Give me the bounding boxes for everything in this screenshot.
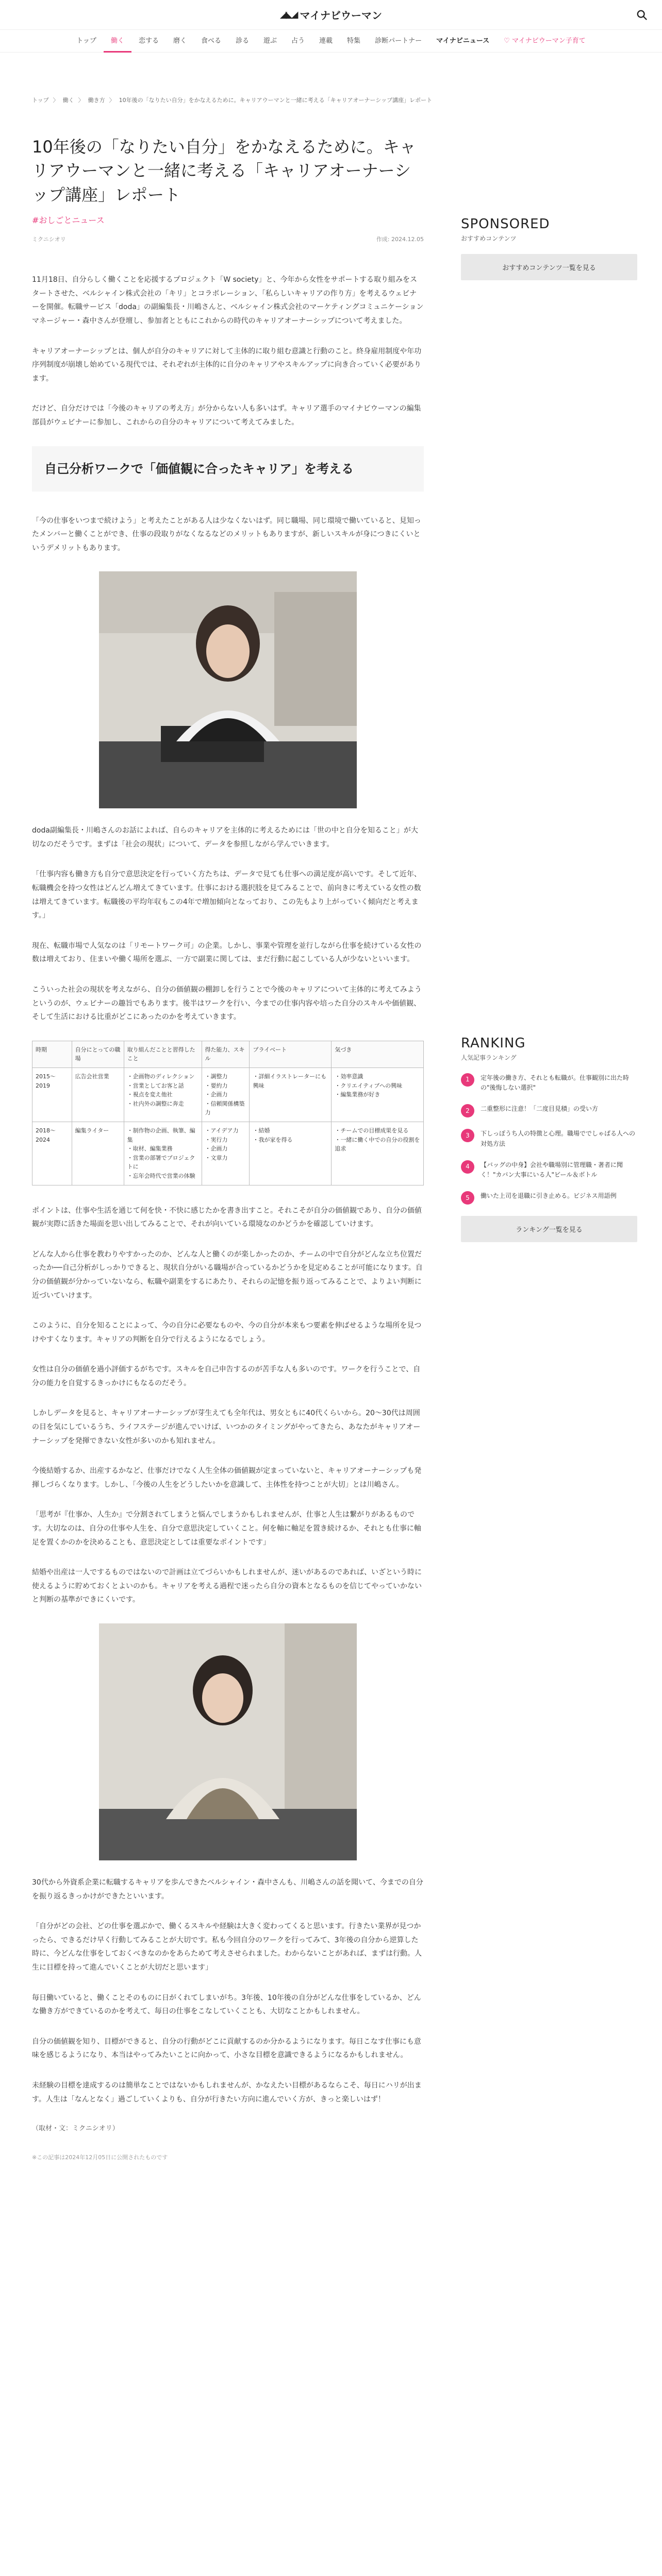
paragraph: 「今の仕事をいつまで続けよう」と考えたことがある人は少なくないはず。同じ職場、同じ環境で働いていると、見知ったメンバーと働くことができ、仕事の段取りがなくなるなどのメリットもありますが、新しいスキルが身につきにくいというデメリットもあります。 — [32, 516, 421, 552]
section-heading: 自己分析ワークで「価値観に合ったキャリア」を考える — [32, 446, 424, 492]
table-header: 取り組んだことと習得したこと — [124, 1041, 202, 1067]
breadcrumb-top[interactable]: トップ — [32, 97, 49, 104]
breadcrumb-workstyle[interactable]: 働き方 — [88, 97, 105, 104]
table-cell: ・効率意識 ・クリエイティブへの興味 ・編集業務が好き — [332, 1068, 424, 1122]
speaker-photo-2 — [99, 1623, 357, 1860]
paragraph: 現在、転職市場で人気なのは「リモートワーク可」の企業。しかし、事業や管理を並行しながら仕事を続けている女性の数は増えており、住まいや働く場所を選ぶ、一方で副業に関しては、まだ行動に起こしている人が少ないといいます。 — [32, 941, 422, 964]
article — [32, 135, 424, 2161]
table-header: プライベート — [250, 1041, 332, 1067]
breadcrumb-current: 10年後の「なりたい自分」をかなえるために。キャリアウーマンと一緒に考える「キャリアオーナーシップ講座」レポート — [119, 97, 433, 104]
rank-number: 2 — [461, 1104, 474, 1117]
logo-mark-icon: ◢◣◢ — [279, 9, 297, 20]
paragraph: しかしデータを見ると、キャリアオーナーシップが芽生えても全年代は、男女ともに40代くらいから。20〜30代は周囲の目を気にしているうち、ライフステージが進んでいけば、いつかのタイミングがやってきたら、あなたがキャリアオーナーシップを発揮できない女性が多いのかも知れません。 — [32, 1409, 421, 1445]
paragraph: どんな人から仕事を教わりやすかったのか、どんな人と働くのが楽しかったのか、チームの中で自分がどんな立ち位置だったか──自己分析がしっかりできると、現状自分がいる職場が合っているかどうかを見定めることが可能になります。自分の価値観が分かっていないなら、転職や副業をするにあたり、それらの記憶を振り返ってみることで、よりよい判断に近づいていけます。 — [32, 1250, 423, 1300]
rank-text: 定年後の働き方、それとも転職が。仕事観別に出た時の"後悔しない選択" — [481, 1074, 630, 1092]
nav-item-health[interactable]: 診る — [235, 37, 249, 45]
article-meta — [32, 235, 424, 248]
breadcrumb — [32, 96, 444, 104]
article-body — [32, 273, 424, 2161]
table-cell: ・調整力 ・要約力 ・企画力 ・信頼関係構築力 — [202, 1068, 250, 1122]
speaker-photo-1 — [99, 571, 357, 808]
table-row — [32, 1068, 424, 1122]
rank-text: 下しっぽうち人の特徴と心理。職場ででしゃばる人への対処方法 — [481, 1130, 636, 1147]
nav-item-play[interactable]: 遊ぶ — [263, 37, 277, 45]
nav-item-love[interactable]: 恋する — [138, 37, 159, 45]
nav-item-partner[interactable]: 診断パートナー — [375, 37, 422, 45]
site-logo[interactable] — [280, 7, 382, 22]
paragraph: 女性は自分の価値を過小評価するがちです。スキルを自己申告するのが苦手な人も多いのです。ワークを行うことで、自分の能力を自覚するきっかけにもなるのだそう。 — [32, 1365, 421, 1387]
sponsored-subtitle: おすすめコンテンツ — [461, 235, 517, 242]
paragraph: 11月18日、自分らしく働くことを応援するプロジェクト「W society」と、今年から女性をサポートする取り組みをスタートさせた、ベルシャイン株式会社の「キリ」とコラボレーション、「私らしいキャリアの作り方」を考えるウェビナーを開催。転職サービス「doda」の副編集長・川嶋さんと、ベルシャイン株式会社のマーケティングコミュニケーションマネージャー・森中さんが登壇し、参加者とともにこれからの時代のキャリアオーナーシップについて考えました。 — [32, 276, 424, 325]
table-row — [32, 1122, 424, 1185]
table-header: 気づき — [332, 1041, 424, 1067]
rank-number: 4 — [461, 1160, 474, 1174]
logo-text: マイナビウーマン — [300, 9, 383, 22]
breadcrumb-sep: 〉 — [78, 97, 84, 104]
paragraph: 「自分がどの会社、どの仕事を選ぶかで、働くるスキルや経験は大きく変わってくると思います。行きたい業界が見つかったら、できるだけ早く行動してみることが大切です。私も今回自分のワークを行ってみて、3年後の自分から逆算した時に、今どんな仕事をしておくべきなのかをあらためて考えさせられました。わからないことがあれば、まずは行動。人生に目標を持って進んでいくことが大切だと思います」 — [32, 1922, 422, 1972]
table-cell: 編集ライター — [72, 1122, 124, 1185]
rank-number: 1 — [461, 1073, 474, 1087]
paragraph: だけど、自分だけでは「今後のキャリアの考え方」が分からない人も多いはず。キャリア選手のマイナビウーマンの編集部員がウェビナーに参加し、これからの自分のキャリアについて考えてみました。 — [32, 404, 421, 427]
table-cell: 広告会社営業 — [72, 1068, 124, 1122]
global-nav — [0, 30, 662, 53]
paragraph: こういった社会の現状を考えながら、自分の価値観の棚卸しを行うことで今後のキャリアについて主体的に考えてみようというのが、ウェビナーの趣旨でもあります。後半はワークを行い、今までの仕事内容や培った自分のスキルや価値観、そして生活における比重がどこにあったのかを考えていきます。 — [32, 986, 422, 1022]
ranking-title: RANKING — [461, 1036, 526, 1051]
ranking-item[interactable] — [461, 1073, 637, 1093]
ranking-item[interactable] — [461, 1191, 637, 1205]
table-cell: ・結婚 ・我が家を得る — [250, 1122, 332, 1185]
rank-number: 5 — [461, 1191, 474, 1205]
ranking-item[interactable] — [461, 1129, 637, 1148]
article-author[interactable]: ミクニシオリ — [32, 236, 66, 243]
nav-item-fortune[interactable]: 占う — [291, 37, 305, 45]
nav-item-food[interactable]: 食べる — [201, 37, 221, 45]
paragraph: 「仕事内容も働き方も自分で意思決定を行っていく方たちは、データで見ても仕事への満足度が高いです。そして近年、転職機会を持つ女性はどんどん増えてきています。仕事における選択肢を見てみることで、前向きに考えている女性の数は増えてきています。転職後の平均年収もこの4年で増加傾向となっており、この先もより上がっていく傾向だと考えます。」 — [32, 870, 421, 920]
article-date: 作成: 2024.12.05 — [376, 236, 424, 243]
paragraph: doda副編集長・川嶋さんのお話によれば、自らのキャリアを主体的に考えるためには「世の中と自分を知ること」が大切なのだそうです。まずは「社会の現状」について、データを参照しながら学んでいきます。 — [32, 826, 418, 849]
table-cell: ・チームでの目標成果を見る ・一緒に働く中での自分の役割を追求 — [332, 1122, 424, 1185]
nav-item-top[interactable]: トップ — [76, 37, 96, 45]
search-icon[interactable] — [636, 9, 648, 21]
breadcrumb-sep: 〉 — [53, 97, 59, 104]
sponsored-title: SPONSORED — [461, 216, 550, 232]
rank-text: 【バッグの中身】会社や職場別に管理職・著者に聞く！"カバン大事にいる人"ビール＆ボトル — [481, 1161, 623, 1178]
paragraph: キャリアオーナーシップとは、個人が自分のキャリアに対して主体的に取り組む意識と行動のこと。終身雇用制度や年功序列制度が崩壊し始めている現代では、それぞれが主体的に自分のキャリアやスキルアップに向き合っていく必要があります。 — [32, 347, 422, 383]
site-header — [0, 0, 662, 30]
table-cell: ・企画物のディレクション ・営業としてお客と話 ・視点を変え他社 ・社内外の調整に奔走 — [124, 1068, 202, 1122]
nav-item-mynavi-news[interactable]: マイナビニュース — [436, 37, 490, 45]
ranking-more-button[interactable]: ランキング一覧を見る — [461, 1216, 637, 1242]
article-tag[interactable]: #おしごとニュース — [32, 215, 105, 226]
ranking-subtitle: 人気記事ランキング — [461, 1054, 517, 1061]
sponsored-more-button[interactable]: おすすめコンテンツ一覧を見る — [461, 254, 637, 280]
paragraph: このように、自分を知ることによって、今の自分に必要なものや、今の自分が本来もつ要素を伸ばせるような場所を見つけやすくなります。キャリアの判断を自分で行えるようになるでしょう。 — [32, 1321, 422, 1344]
paragraph: 結婚や出産は一人でするものではないので計画は立てづらいかもしれませんが、迷いがあるのであれば、いざという時に使えるように貯めておくとよいのかも。キャリアを考える過程で迷ったら自分の資本となるものを信じてやっていかないと判断の基準ができにくいです。 — [32, 1568, 422, 1604]
article-title: 10年後の「なりたい自分」をかなえるために。キャリアウーマンと一緒に考える「キャリアオーナーシップ講座」レポート — [32, 137, 416, 205]
table-cell: ・制作物の企画、執筆、編集 ・取材、編集業務 ・営業の部署でプロジェクトに ・忘年会時代で営業の体験 — [124, 1122, 202, 1185]
paragraph: 毎日働いていると、働くことそのものに日がくれてしまいがち。3年後、10年後の自分がどんな仕事をしているか、どんな働き方ができているのかを考えて、毎日の仕事をこなしていくことも、大切なことかもしれません。 — [32, 1993, 421, 2016]
paragraph: ポイントは、仕事や生活を通じて何を快・不快に感じたかを書き出すこと。それこそが自分の価値観であり、自分の価値観が実際に活きた場面を思い出してみることで、それが向いている環境なのかどうかを確認していけます。 — [32, 1206, 422, 1229]
nav-item-kosodate[interactable]: ♡ マイナビウーマン子育て — [504, 37, 586, 45]
table-cell: ・アイデア力 ・実行力 ・企画力 ・文章力 — [202, 1122, 250, 1185]
paragraph: 「思考が『仕事か、人生か』で分割されてしまうと悩んでしまうかもしれませんが、仕事と人生は繋がりがあるものです。大切なのは、自分の仕事や人生を、自分で意思決定していくこと。何を軸に軸足を置き続けるか、それとも仕事に軸足を置くかのかを決めることも、意思決定としては重要なポイントです」 — [32, 1511, 421, 1547]
ranking-item[interactable] — [461, 1104, 637, 1117]
nav-item-feature[interactable]: 特集 — [347, 37, 361, 45]
paragraph: 未経験の目標を達成するのは簡単なことではないかもしれませんが、かなえたい目標があるならこそ、毎日にハリが出ます。人生は「なんとなく」過ごしていくよりも、自分が行きたい方向に進んでいく方が、きっと楽しいはず！ — [32, 2081, 422, 2104]
table-cell: 2018〜2024 — [32, 1122, 72, 1185]
article-credit: （取材・文：ミクニシオリ） — [32, 2125, 119, 2133]
paragraph: 今後結婚するか、出産するかなど、仕事だけでなく人生全体の価値観が定まっていないと、キャリアオーナーシップも発揮しづらくなります。しかし、「今後の人生をどうしたいかを意識して、主体性を持つことが大切」とは川嶋さん。 — [32, 1467, 422, 1489]
nav-item-series[interactable]: 連載 — [319, 37, 333, 45]
table-cell: 2015〜2019 — [32, 1068, 72, 1122]
table-header: 自分にとっての職場 — [72, 1041, 124, 1067]
nav-item-work[interactable]: 働く — [104, 30, 131, 53]
table-cell: ・詳細イラストレーターにも興味 — [250, 1068, 332, 1122]
rank-text: 働いた上司を退職に引き止める。ビジネス用語例 — [481, 1192, 617, 1200]
publish-note: ※この記事は2024年12月05日に公開されたものです — [32, 2154, 168, 2161]
nav-item-beauty[interactable]: 磨く — [173, 37, 187, 45]
rank-text: 二重整形に注意！「二度目見積」の受い方 — [481, 1105, 599, 1113]
sidebar-ranking — [461, 1036, 637, 1242]
table-header: 得た能力、スキル — [202, 1041, 250, 1067]
paragraph: 自分の価値観を知り、目標ができると、自分の行動がどこに貢献するのか分かるようになります。毎日こなす仕事にも意味を感じるようになり、本当はやってみたいことに向かって、小さな目標を意識できるようになるかもしれません。 — [32, 2037, 421, 2060]
sidebar-sponsored — [461, 216, 637, 280]
breadcrumb-work[interactable]: 働く — [62, 97, 74, 104]
table-header: 時期 — [32, 1041, 72, 1067]
rank-number: 3 — [461, 1129, 474, 1142]
paragraph: 30代から外資系企業に転職するキャリアを歩んできたベルシャイン・森中さんも、川嶋さんの話を聞いて、今までの自分を振り返るきっかけができたといいます。 — [32, 1878, 423, 1901]
breadcrumb-sep: 〉 — [109, 97, 115, 104]
career-table — [32, 1041, 424, 1185]
ranking-item[interactable] — [461, 1160, 637, 1180]
